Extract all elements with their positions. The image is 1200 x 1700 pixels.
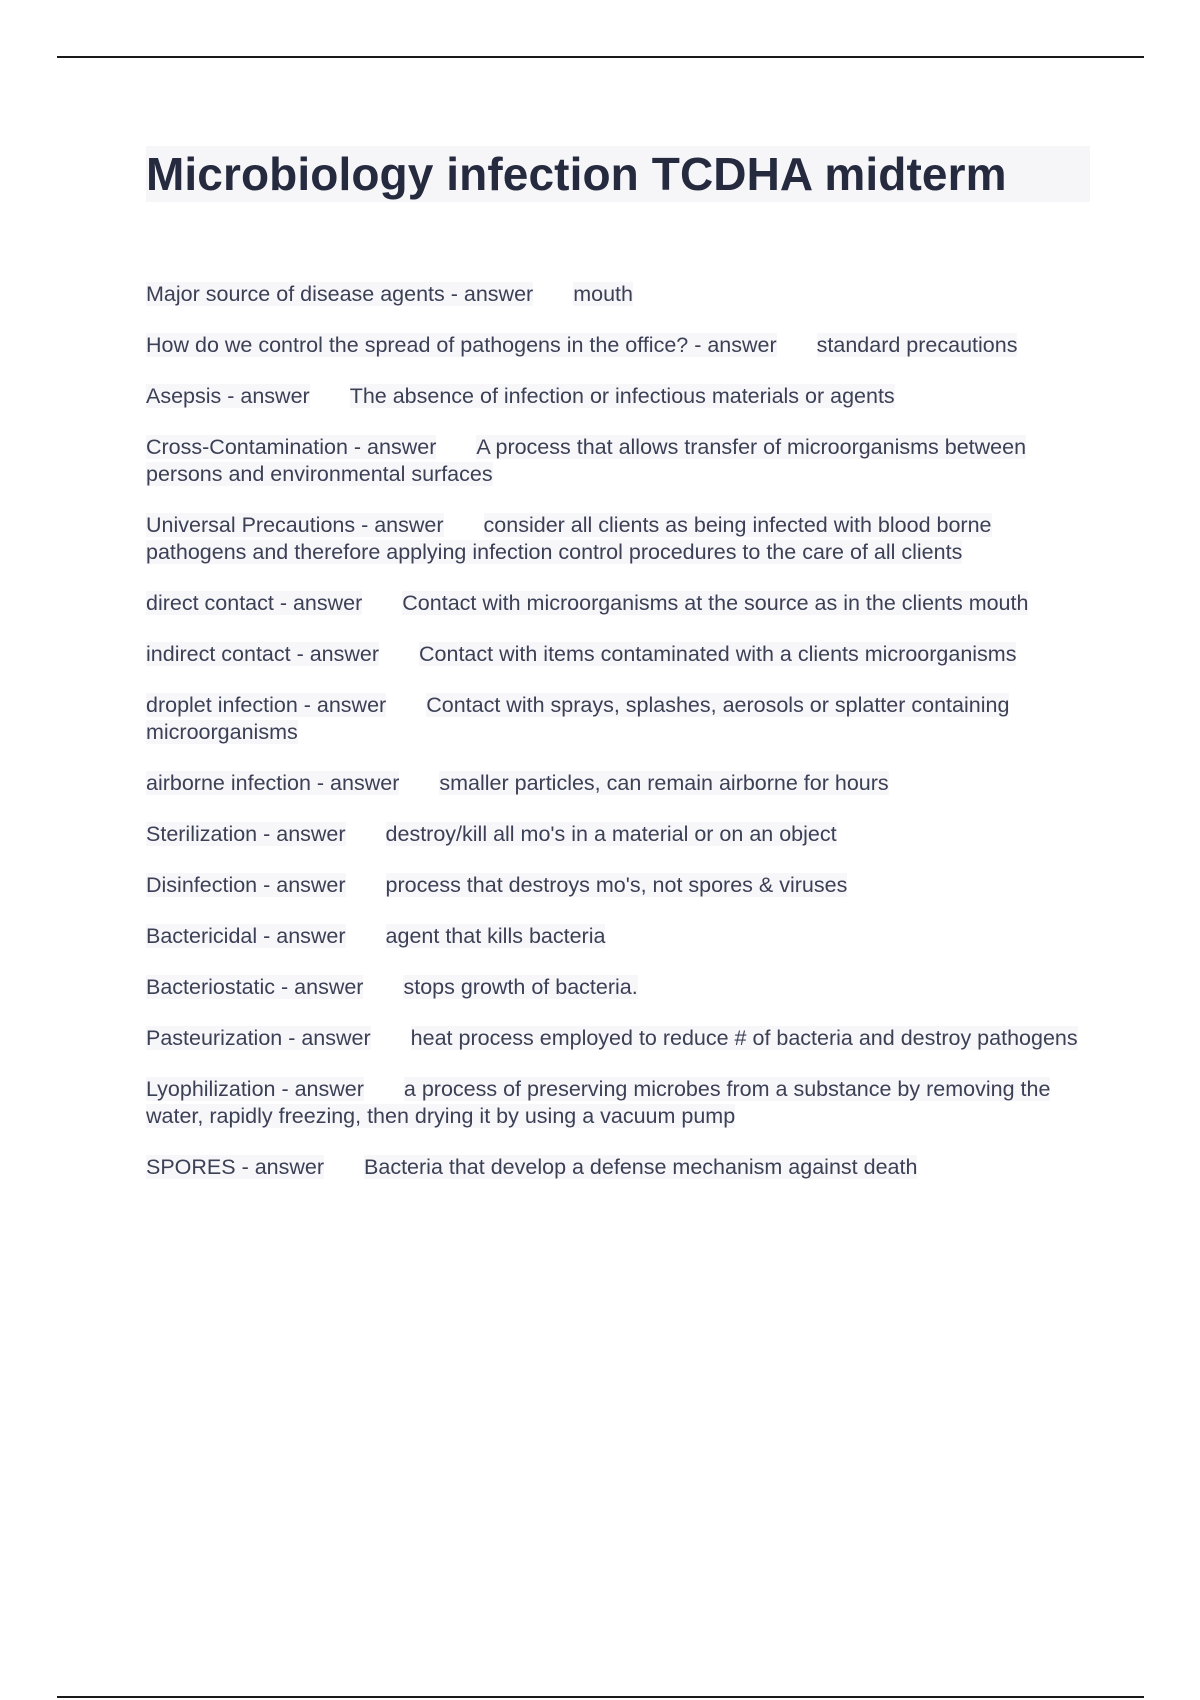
answer-text: a process of preserving microbes from a substance by removing the water, rapidly freezing, then drying it by using a vacuum pump (146, 1077, 1051, 1128)
question-text: SPORES - answer (146, 1155, 325, 1179)
list-item (146, 1076, 1086, 1130)
question-text: airborne infection - answer (146, 771, 400, 795)
list-item (146, 692, 1086, 746)
answer-text: smaller particles, can remain airborne for hours (439, 771, 889, 795)
question-text: Universal Precautions - answer (146, 513, 444, 537)
answer-text: heat process employed to reduce # of bacteria and destroy pathogens (410, 1026, 1078, 1050)
question-text: Cross-Contamination - answer (146, 435, 437, 459)
answer-text: agent that kills bacteria (385, 924, 606, 948)
answer-text: consider all clients as being infected with blood borne pathogens and therefore applying infection control procedures to the care of all clients (146, 513, 992, 564)
question-text: Asepsis - answer (146, 384, 310, 408)
list-item (146, 923, 1086, 950)
bottom-divider (57, 1696, 1144, 1698)
question-text: direct contact - answer (146, 591, 363, 615)
qa-list (146, 281, 1092, 1181)
list-item (146, 434, 1086, 488)
list-item (146, 821, 1086, 848)
answer-text: mouth (573, 282, 633, 306)
question-text: Major source of disease agents - answer (146, 282, 534, 306)
list-item (146, 770, 1086, 797)
list-item (146, 512, 1086, 566)
question-text: How do we control the spread of pathogens in the office? - answer (146, 333, 777, 357)
question-text: indirect contact - answer (146, 642, 380, 666)
document-title: Microbiology infection TCDHA midterm (146, 146, 1090, 202)
answer-text: standard precautions (816, 333, 1018, 357)
answer-text: Contact with microorganisms at the source as in the clients mouth (402, 591, 1029, 615)
answer-text: stops growth of bacteria. (403, 975, 638, 999)
list-item (146, 590, 1086, 617)
list-item (146, 332, 1086, 359)
list-item (146, 1025, 1086, 1052)
question-text: Disinfection - answer (146, 873, 346, 897)
list-item (146, 641, 1086, 668)
answer-text: destroy/kill all mo's in a material or on an object (385, 822, 837, 846)
question-text: Pasteurization - answer (146, 1026, 371, 1050)
document-body (146, 146, 1092, 1205)
list-item (146, 383, 1086, 410)
list-item (146, 281, 1086, 308)
question-text: Bacteriostatic - answer (146, 975, 364, 999)
list-item (146, 872, 1086, 899)
answer-text: process that destroys mo's, not spores & viruses (385, 873, 848, 897)
question-text: droplet infection - answer (146, 693, 387, 717)
question-text: Lyophilization - answer (146, 1077, 364, 1101)
list-item (146, 974, 1086, 1001)
answer-text: A process that allows transfer of microorganisms between persons and environmental surfaces (146, 435, 1027, 486)
answer-text: Contact with sprays, splashes, aerosols or splatter containing microorganisms (146, 693, 1010, 744)
answer-text: The absence of infection or infectious materials or agents (349, 384, 895, 408)
answer-text: Bacteria that develop a defense mechanism against death (364, 1155, 918, 1179)
question-text: Bactericidal - answer (146, 924, 346, 948)
question-text: Sterilization - answer (146, 822, 346, 846)
top-divider (57, 56, 1144, 58)
answer-text: Contact with items contaminated with a clients microorganisms (419, 642, 1017, 666)
list-item (146, 1154, 1086, 1181)
